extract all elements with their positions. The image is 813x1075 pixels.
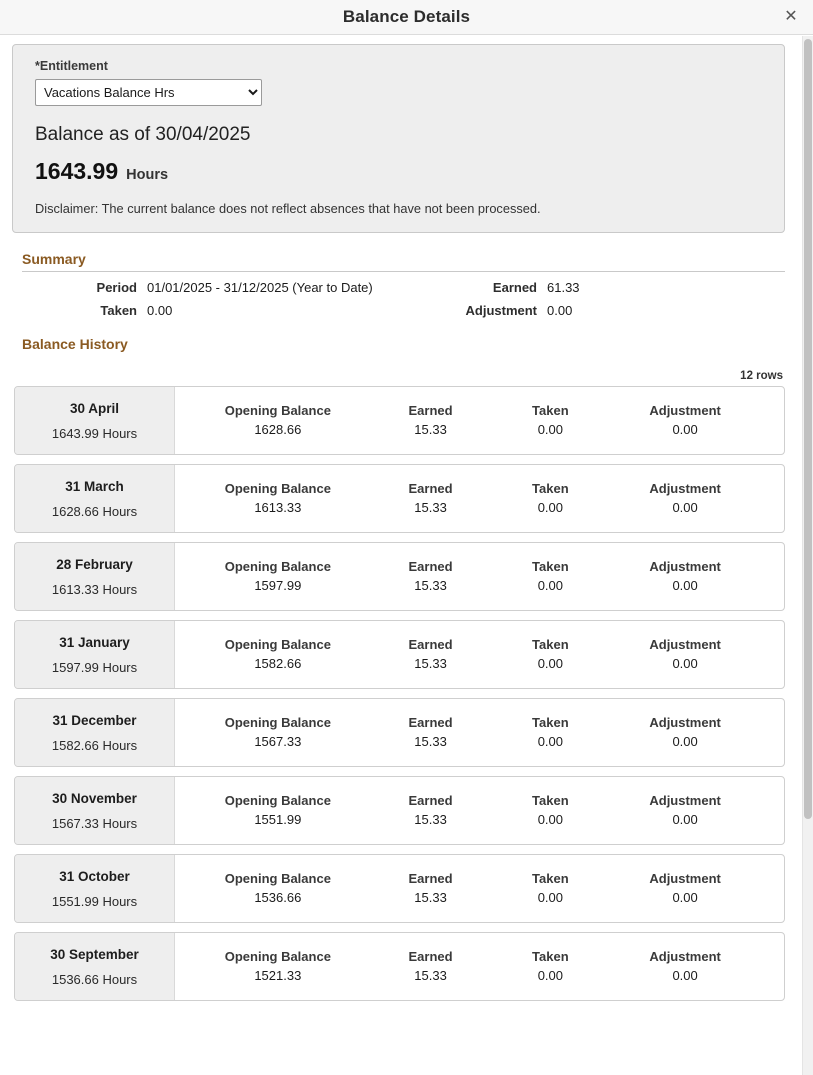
row-earned-label: Earned xyxy=(408,870,453,886)
row-opening-balance-value: 1521.33 xyxy=(254,967,302,983)
row-taken-value: 0.00 xyxy=(537,733,563,749)
row-earned-value: 15.33 xyxy=(414,811,447,827)
row-earned-label: Earned xyxy=(408,558,453,574)
row-taken-label: Taken xyxy=(532,402,569,418)
balance-unit: Hours xyxy=(126,167,169,183)
row-adjustment-value: 0.00 xyxy=(672,967,698,983)
row-opening-balance-label: Opening Balance xyxy=(224,480,331,496)
summary-period-label: Period xyxy=(96,280,137,295)
row-opening-balance xyxy=(185,948,371,986)
row-earned xyxy=(371,480,491,518)
row-taken-label: Taken xyxy=(532,870,569,886)
row-values xyxy=(175,699,784,766)
row-adjustment-label: Adjustment xyxy=(649,480,721,496)
row-period-cell xyxy=(15,387,175,454)
entitlement-select[interactable] xyxy=(35,79,262,106)
row-adjustment xyxy=(610,870,760,908)
row-values xyxy=(175,855,784,922)
table-row[interactable] xyxy=(14,854,785,923)
row-opening-balance xyxy=(185,714,371,752)
row-taken-label: Taken xyxy=(532,636,569,652)
row-earned-label: Earned xyxy=(408,792,453,808)
scrollbar-thumb[interactable] xyxy=(804,39,812,819)
row-adjustment-label: Adjustment xyxy=(649,714,721,730)
row-adjustment-label: Adjustment xyxy=(649,558,721,574)
row-date: 31 October xyxy=(59,868,130,884)
row-taken-value: 0.00 xyxy=(537,577,563,593)
row-earned-value: 15.33 xyxy=(414,655,447,671)
row-date: 30 April xyxy=(69,400,120,416)
row-adjustment xyxy=(610,714,760,752)
balance-history-heading: Balance History xyxy=(22,336,128,352)
row-taken-value: 0.00 xyxy=(537,889,563,905)
row-closing-balance: 1582.66 Hours xyxy=(51,737,138,753)
summary-period-value: 01/01/2025 - 31/12/2025 (Year to Date) xyxy=(147,280,373,295)
row-opening-balance-label: Opening Balance xyxy=(224,714,331,730)
row-closing-balance: 1628.66 Hours xyxy=(51,503,138,519)
balance-value-row xyxy=(35,158,768,185)
page-title: Balance Details xyxy=(342,7,471,26)
balance-as-of-label: Balance as of 30/04/2025 xyxy=(35,124,251,145)
row-period-cell xyxy=(15,543,175,610)
row-closing-balance: 1643.99 Hours xyxy=(51,425,138,441)
summary-adjustment-label: Adjustment xyxy=(465,303,537,318)
row-taken-value: 0.00 xyxy=(537,655,563,671)
row-adjustment-value: 0.00 xyxy=(672,577,698,593)
row-opening-balance xyxy=(185,792,371,830)
row-earned xyxy=(371,402,491,440)
row-earned-label: Earned xyxy=(408,714,453,730)
row-taken-value: 0.00 xyxy=(537,499,563,515)
row-taken-label: Taken xyxy=(532,558,569,574)
row-opening-balance-value: 1551.99 xyxy=(254,811,302,827)
close-icon[interactable]: ✕ xyxy=(779,5,803,29)
row-period-cell xyxy=(15,777,175,844)
row-adjustment-value: 0.00 xyxy=(672,733,698,749)
summary-taken-label: Taken xyxy=(100,303,137,318)
row-adjustment-value: 0.00 xyxy=(672,811,698,827)
row-opening-balance-value: 1536.66 xyxy=(254,889,302,905)
row-opening-balance-label: Opening Balance xyxy=(224,792,331,808)
row-taken xyxy=(490,792,610,830)
summary-taken-value: 0.00 xyxy=(147,303,173,318)
row-count-label: 12 rows xyxy=(740,370,783,382)
row-date: 31 December xyxy=(52,712,137,728)
row-adjustment-label: Adjustment xyxy=(649,870,721,886)
balance-disclaimer: Disclaimer: The current balance does not reflect absences that have not been processed. xyxy=(35,201,541,216)
row-taken-label: Taken xyxy=(532,480,569,496)
row-earned-value: 15.33 xyxy=(414,967,447,983)
table-row[interactable] xyxy=(14,542,785,611)
row-closing-balance: 1567.33 Hours xyxy=(51,815,138,831)
row-opening-balance-label: Opening Balance xyxy=(224,558,331,574)
row-adjustment-value: 0.00 xyxy=(672,655,698,671)
row-taken xyxy=(490,948,610,986)
row-opening-balance-value: 1613.33 xyxy=(254,499,302,515)
row-adjustment xyxy=(610,480,760,518)
row-period-cell xyxy=(15,465,175,532)
row-taken-value: 0.00 xyxy=(537,967,563,983)
row-values xyxy=(175,933,784,1000)
row-earned xyxy=(371,714,491,752)
row-adjustment xyxy=(610,558,760,596)
entitlement-label: *Entitlement xyxy=(35,59,108,73)
row-closing-balance: 1613.33 Hours xyxy=(51,581,138,597)
row-earned-value: 15.33 xyxy=(414,889,447,905)
row-values xyxy=(175,621,784,688)
row-adjustment-value: 0.00 xyxy=(672,421,698,437)
summary-heading: Summary xyxy=(22,251,785,272)
row-opening-balance-label: Opening Balance xyxy=(224,402,331,418)
row-opening-balance-value: 1628.66 xyxy=(254,421,302,437)
row-earned xyxy=(371,792,491,830)
summary-earned-label: Earned xyxy=(492,280,537,295)
row-earned-value: 15.33 xyxy=(414,733,447,749)
row-opening-balance xyxy=(185,636,371,674)
row-adjustment-value: 0.00 xyxy=(672,889,698,905)
row-opening-balance xyxy=(185,870,371,908)
row-adjustment-label: Adjustment xyxy=(649,636,721,652)
row-date: 31 January xyxy=(59,634,130,650)
row-taken-value: 0.00 xyxy=(537,811,563,827)
row-opening-balance-value: 1567.33 xyxy=(254,733,302,749)
row-earned-label: Earned xyxy=(408,402,453,418)
row-earned xyxy=(371,948,491,986)
row-opening-balance xyxy=(185,402,371,440)
row-taken xyxy=(490,402,610,440)
row-values xyxy=(175,465,784,532)
row-earned-value: 15.33 xyxy=(414,421,447,437)
row-values xyxy=(175,543,784,610)
row-adjustment xyxy=(610,636,760,674)
table-row[interactable] xyxy=(14,620,785,689)
summary-earned-value: 61.33 xyxy=(547,280,580,295)
row-taken xyxy=(490,480,610,518)
row-opening-balance xyxy=(185,480,371,518)
row-adjustment-label: Adjustment xyxy=(649,402,721,418)
dialog-titlebar xyxy=(0,0,813,35)
row-taken xyxy=(490,636,610,674)
entitlement-panel xyxy=(12,44,785,233)
row-closing-balance: 1597.99 Hours xyxy=(51,659,138,675)
row-taken-label: Taken xyxy=(532,792,569,808)
row-values xyxy=(175,777,784,844)
row-earned xyxy=(371,558,491,596)
row-opening-balance-value: 1597.99 xyxy=(254,577,302,593)
table-row[interactable] xyxy=(14,776,785,845)
row-earned-value: 15.33 xyxy=(414,499,447,515)
table-row[interactable] xyxy=(14,698,785,767)
summary-adjustment-value: 0.00 xyxy=(547,303,573,318)
row-date: 30 November xyxy=(52,790,137,806)
row-adjustment-value: 0.00 xyxy=(672,499,698,515)
row-period-cell xyxy=(15,699,175,766)
balance-value: 1643.99 xyxy=(35,158,119,184)
row-opening-balance-label: Opening Balance xyxy=(224,870,331,886)
row-period-cell xyxy=(15,855,175,922)
row-earned xyxy=(371,870,491,908)
dialog-scroll-area xyxy=(0,36,813,1075)
row-adjustment-label: Adjustment xyxy=(649,948,721,964)
row-adjustment-label: Adjustment xyxy=(649,792,721,808)
table-row[interactable] xyxy=(14,464,785,533)
row-earned-value: 15.33 xyxy=(414,577,447,593)
row-taken xyxy=(490,870,610,908)
row-period-cell xyxy=(15,933,175,1000)
row-closing-balance: 1536.66 Hours xyxy=(51,971,138,987)
row-closing-balance: 1551.99 Hours xyxy=(51,893,138,909)
vertical-scrollbar[interactable] xyxy=(802,36,813,1075)
row-opening-balance-label: Opening Balance xyxy=(224,636,331,652)
row-taken-label: Taken xyxy=(532,714,569,730)
summary-grid xyxy=(22,280,785,318)
row-date: 30 September xyxy=(50,946,139,962)
row-opening-balance xyxy=(185,558,371,596)
row-adjustment xyxy=(610,402,760,440)
row-taken-value: 0.00 xyxy=(537,421,563,437)
row-earned-label: Earned xyxy=(408,948,453,964)
row-earned xyxy=(371,636,491,674)
balance-history-list xyxy=(8,386,791,1001)
row-earned-label: Earned xyxy=(408,636,453,652)
table-row[interactable] xyxy=(14,386,785,455)
row-taken-label: Taken xyxy=(532,948,569,964)
table-row[interactable] xyxy=(14,932,785,1001)
row-period-cell xyxy=(15,621,175,688)
row-taken xyxy=(490,558,610,596)
row-values xyxy=(175,387,784,454)
row-opening-balance-label: Opening Balance xyxy=(224,948,331,964)
row-date: 28 February xyxy=(56,556,133,572)
row-date: 31 March xyxy=(65,478,124,494)
row-taken xyxy=(490,714,610,752)
row-opening-balance-value: 1582.66 xyxy=(254,655,302,671)
row-adjustment xyxy=(610,792,760,830)
row-earned-label: Earned xyxy=(408,480,453,496)
row-adjustment xyxy=(610,948,760,986)
